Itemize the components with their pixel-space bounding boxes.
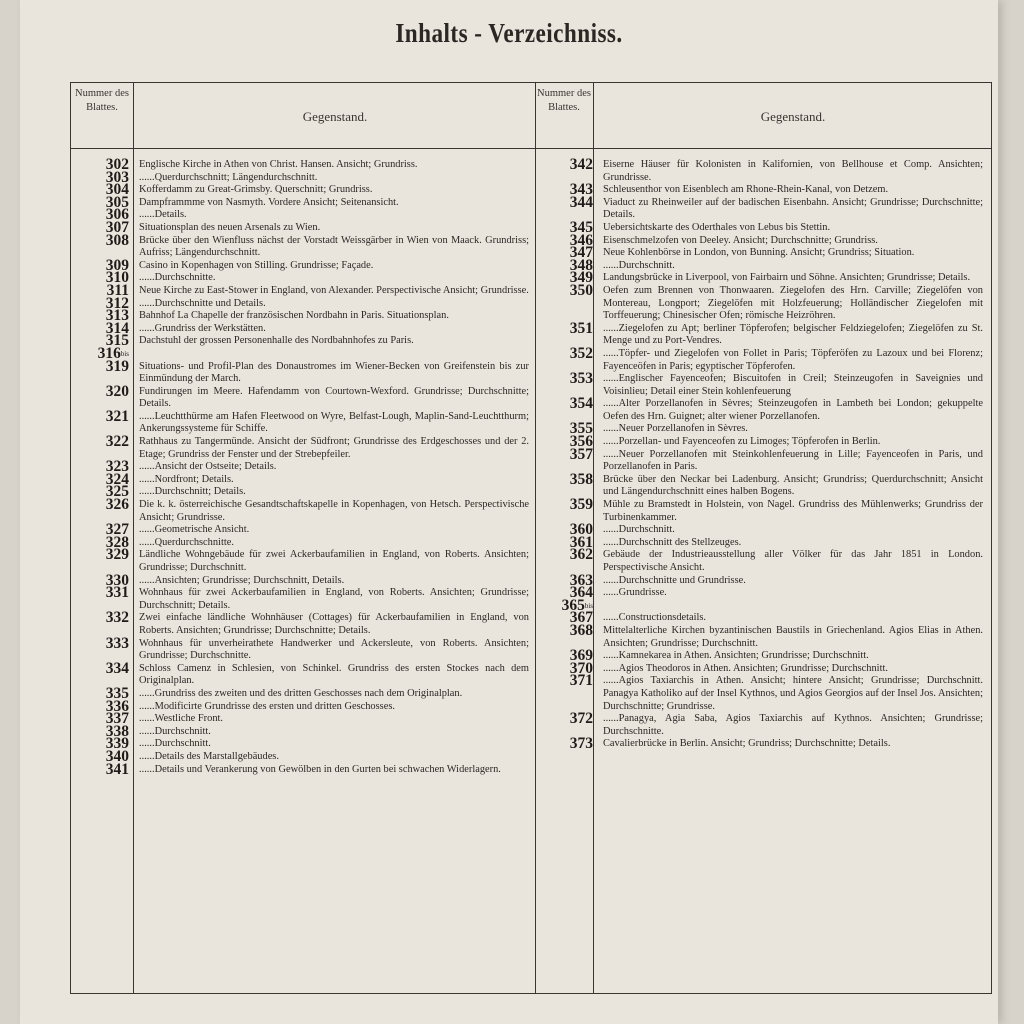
entry-row bbox=[537, 433, 983, 451]
entry-subject: ......Querdurchschnitte. bbox=[139, 536, 234, 548]
plate-number: 303 bbox=[105, 168, 129, 186]
entry-subject: Bahnhof La Chapelle der französischen Nordbahn in Paris. Situationsplan. bbox=[139, 310, 449, 322]
plate-number: 350 bbox=[569, 281, 593, 299]
entry-row bbox=[71, 433, 529, 461]
entry-row bbox=[537, 546, 983, 574]
entry-row bbox=[71, 684, 529, 702]
entry-subject: Uebersichtskarte des Oderthales von Lebus bis Stettin. bbox=[603, 221, 831, 233]
plate-number: 354 bbox=[569, 395, 593, 413]
entry-row bbox=[71, 193, 529, 211]
plate-number: 349 bbox=[569, 269, 593, 287]
plate-number: 340 bbox=[105, 747, 129, 765]
entry-subject: Gebäude der Industrieausstellung aller Völker für das Jahr 1851 in London. Perspectivische Ansicht. bbox=[603, 549, 983, 573]
plate-number: 338 bbox=[105, 722, 129, 740]
entry-subject: Eisenschmelzofen von Deeley. Ansicht; Durchschnitte; Grundriss. bbox=[603, 234, 878, 246]
plate-number: $316^{bis}$ bbox=[97, 344, 129, 362]
entry-subject: ......Töpfer- und Ziegelofen von Follet in Paris; Töpferöfen zu Lazoux und bei Florenz; Fayenceöfen in Paris; egyptischer Töpferofen. bbox=[603, 347, 983, 372]
entry-subject: Viaduct zu Rheinweiler auf der badischen Eisenbahn. Ansicht; Grundrisse; Durchschnitte; Details. bbox=[603, 196, 983, 221]
entry-subject: Wohnhaus für zwei Ackerbaufamilien in England, von Roberts. Ansichten; Grundrisse; Durchschnitt; Details. bbox=[139, 587, 529, 611]
entry-row bbox=[71, 584, 529, 612]
entry-row bbox=[537, 281, 983, 323]
entry-row bbox=[71, 533, 529, 551]
entry-subject: Neue Kirche zu East-Stower in England, von Alexander. Perspectivische Ansicht; Grundrisse. bbox=[139, 284, 529, 296]
plate-number: 359 bbox=[569, 496, 593, 514]
entry-subject: ......Agios Taxiarchis in Athen. Ansicht; hintere Ansicht; Grundrisse; Durchschnitt. Panagya Katholiko auf der Insel Kythnos, und Agios Georgios auf der Insel Jos. Ansichten; Durchschnitte; Grundrisse. bbox=[603, 675, 983, 712]
entry-row bbox=[71, 470, 529, 488]
entry-subject: Eiserne Häuser für Kolonisten in Kalifornien, von Bellhouse et Comp. Ansichten; Grundrisse. bbox=[603, 159, 983, 183]
entry-subject: Wohnhaus für unverheirathete Handwerker und Ackersleute, von Roberts. Ansichten; Grundrisse; Durchschnitte. bbox=[139, 637, 529, 662]
plate-number: 348 bbox=[569, 256, 593, 274]
entry-subject: Landungsbrücke in Liverpool, von Fairbairn und Söhne. Ansichten; Grundrisse; Details. bbox=[603, 272, 971, 284]
entry-row bbox=[71, 634, 529, 663]
entry-row bbox=[537, 445, 983, 474]
plate-number: 336 bbox=[105, 697, 129, 715]
entry-row bbox=[537, 344, 983, 373]
entry-row bbox=[71, 332, 529, 350]
entry-row bbox=[537, 584, 983, 602]
plate-number: 310 bbox=[105, 269, 129, 287]
entry-subject: ......Durchschnitt. bbox=[603, 259, 675, 271]
plate-number: 304 bbox=[105, 181, 129, 199]
entry-row bbox=[71, 571, 529, 589]
entry-row bbox=[537, 621, 983, 650]
plate-number: 322 bbox=[105, 433, 129, 451]
entry-subject: ......Durchschnitte und Details. bbox=[139, 297, 266, 309]
entry-row bbox=[537, 735, 983, 753]
plate-number: 353 bbox=[569, 370, 593, 388]
entry-row bbox=[537, 156, 983, 184]
entry-subject: Situations- und Profil-Plan des Donaustromes im Wiener-Becken von Greifenstein bis zur Einmündung der March. bbox=[139, 360, 529, 385]
plate-number: 347 bbox=[569, 244, 593, 262]
plate-number: 312 bbox=[105, 294, 129, 312]
entry-subject: Mühle zu Bramstedt in Holstein, von Nagel. Grundriss des Mühlenwerks; Grundriss der Turbinenkammer. bbox=[603, 499, 983, 523]
entry-subject: ......Neuer Porzellanofen mit Steinkohlenfeuerung in Lille; Fayenceofen in Paris, und Porzellanofen in Paris. bbox=[603, 448, 983, 473]
entry-subject: ......Geometrische Ansicht. bbox=[139, 524, 250, 536]
plate-number: 346 bbox=[569, 231, 593, 249]
plate-number: 369 bbox=[569, 647, 593, 665]
plate-number: 330 bbox=[105, 571, 129, 589]
header-divider bbox=[71, 148, 991, 149]
plate-number: 324 bbox=[105, 470, 129, 488]
plate-number: 343 bbox=[569, 181, 593, 199]
entry-subject: Schloss Camenz in Schlesien, von Schinkel. Grundriss des ersten Stockes nach dem Originalplan. bbox=[139, 662, 529, 687]
entry-row bbox=[71, 156, 529, 173]
plate-number: 315 bbox=[105, 332, 129, 350]
entry-subject: ......Agios Theodoros in Athen. Ansichten; Grundrisse; Durchschnitt. bbox=[603, 662, 888, 674]
entry-row bbox=[71, 483, 529, 501]
book-page bbox=[20, 0, 998, 1024]
plate-number: 373 bbox=[569, 735, 593, 753]
plate-number: 358 bbox=[569, 470, 593, 488]
entry-row bbox=[71, 269, 529, 287]
header-subject-right: Gegenstand. bbox=[760, 109, 826, 124]
entry-row bbox=[71, 659, 529, 688]
plate-number: 327 bbox=[105, 521, 129, 539]
entry-subject: ......Details des Marstallgebäudes. bbox=[139, 750, 279, 762]
entry-row bbox=[71, 546, 529, 574]
entry-subject: ......Durchschnitt; Details. bbox=[139, 486, 246, 498]
plate-number: 325 bbox=[105, 483, 129, 501]
entry-subject: Die k. k. österreichische Gesandtschaftskapelle in Kopenhagen, von Hetsch. Perspectivische Ansicht; Grundrisse. bbox=[139, 499, 529, 523]
plate-number: 335 bbox=[105, 684, 129, 702]
entry-row bbox=[537, 244, 983, 262]
plate-number: 356 bbox=[569, 433, 593, 451]
plate-number: 323 bbox=[105, 458, 129, 476]
entry-row bbox=[537, 571, 983, 589]
entry-row bbox=[537, 647, 983, 665]
plate-number: 345 bbox=[569, 218, 593, 236]
entry-subject: Brücke über den Neckar bei Ladenburg. Ansicht; Grundriss; Querdurchschnitt; Ansicht und Längendurchschnitt eines halben Bogens. bbox=[603, 473, 983, 498]
entry-row bbox=[537, 395, 983, 423]
entry-subject: ......Porzellan- und Fayenceofen zu Limoges; Töpferofen in Berlin. bbox=[603, 436, 881, 448]
entry-row bbox=[537, 659, 983, 677]
entry-subject: ......Nordfront; Details. bbox=[139, 473, 234, 485]
entry-subject: ......Querdurchschnitt; Längendurchschnitt. bbox=[139, 171, 318, 183]
right-entries bbox=[537, 156, 983, 753]
entry-row bbox=[537, 218, 983, 236]
entry-subject: Oefen zum Brennen von Thonwaaren. Ziegelofen des Hrn. Carville; Ziegelöfen von Montereau, Longport; Ziegelöfen mit Holzfeuerung; Holländischer Ziegelofen mit Torffeuerung; Chinesischer Ofen; römische Heizröhren. bbox=[603, 284, 983, 322]
entry-row bbox=[537, 596, 983, 614]
column-divider bbox=[535, 83, 536, 993]
plate-number: 311 bbox=[106, 281, 129, 299]
entry-row bbox=[71, 181, 529, 199]
entry-subject: Situationsplan des neuen Arsenals zu Wien. bbox=[139, 221, 321, 233]
plate-number: 339 bbox=[105, 735, 129, 753]
entry-subject: Cavalierbrücke in Berlin. Ansicht; Grundriss; Durchschnitte; Details. bbox=[603, 738, 891, 750]
plate-number-suffix: bis bbox=[120, 349, 129, 358]
entry-row bbox=[71, 168, 529, 186]
entry-row bbox=[71, 256, 529, 274]
plate-number: 309 bbox=[105, 256, 129, 274]
entry-subject: ......Westliche Front. bbox=[139, 713, 224, 725]
contents-table bbox=[70, 82, 992, 994]
entry-row bbox=[537, 370, 983, 398]
entry-row bbox=[537, 521, 983, 539]
entry-subject: Schleusenthor von Eisenblech am Rhone-Rhein-Kanal, von Detzem. bbox=[603, 184, 889, 196]
plate-number: 313 bbox=[105, 307, 129, 325]
entry-row bbox=[537, 710, 983, 738]
plate-number: 328 bbox=[105, 533, 129, 551]
entry-row bbox=[71, 458, 529, 476]
entry-row bbox=[71, 319, 529, 337]
entry-row bbox=[71, 344, 529, 362]
entry-subject: ......Durchschnitt des Stellzeuges. bbox=[603, 536, 742, 548]
entry-subject: Mittelalterliche Kirchen byzantinischen Baustils in Griechenland. Agios Elias in Athen. Ansichten; Grundrisse; Durchschnitt. bbox=[603, 624, 983, 649]
entry-row bbox=[537, 319, 983, 348]
plate-number: 320 bbox=[105, 382, 129, 400]
plate-number: 326 bbox=[105, 496, 129, 514]
plate-number-suffix: bis bbox=[584, 601, 593, 610]
plate-number: 355 bbox=[569, 420, 593, 438]
plate-number: 334 bbox=[105, 659, 129, 677]
plate-number: 351 bbox=[569, 319, 593, 337]
plate-number: 314 bbox=[105, 319, 129, 337]
entry-row bbox=[537, 269, 983, 287]
plate-number: 319 bbox=[105, 357, 129, 375]
entry-row bbox=[71, 382, 529, 411]
plate-number: 344 bbox=[569, 193, 593, 211]
plate-number: 307 bbox=[105, 218, 129, 236]
entry-row bbox=[71, 281, 529, 299]
plate-number: 371 bbox=[569, 672, 593, 690]
entry-row bbox=[71, 609, 529, 637]
entry-subject: ......Durchschnitte und Grundrisse. bbox=[603, 574, 746, 586]
entry-row bbox=[71, 307, 529, 325]
plate-number: 362 bbox=[569, 546, 593, 564]
plate-number: 305 bbox=[105, 193, 129, 211]
entry-subject: ......Kamnekarea in Athen. Ansichten; Grundrisse; Durchschnitt. bbox=[603, 650, 869, 662]
header-subject-left: Gegenstand. bbox=[302, 109, 368, 124]
plate-number: 364 bbox=[569, 584, 593, 602]
entry-subject: ......Grundriss der Werkstätten. bbox=[139, 322, 266, 334]
header-number-left: Nummer des Blattes. bbox=[75, 88, 129, 113]
entry-subject: Casino in Kopenhagen von Stilling. Grundrisse; Façade. bbox=[139, 259, 374, 271]
entry-subject: ......Grundriss des zweiten und des dritten Geschosses nach dem Originalplan. bbox=[139, 687, 463, 699]
entry-row bbox=[71, 710, 529, 728]
plate-number: 332 bbox=[105, 609, 129, 627]
entry-subject: ......Details und Verankerung von Gewölben in den Gurten bei schwachen Widerlagern. bbox=[139, 763, 501, 775]
entry-subject: Dachstuhl der grossen Personenhalle des Nordbahnhofes zu Paris. bbox=[139, 335, 414, 347]
entry-subject: ......Englischer Fayenceofen; Biscuitofen in Creil; Steinzeugofen in Saveignies und Voisinlieu; Detail einer Stein kohlenfeuerung bbox=[603, 373, 983, 397]
plate-number: 370 bbox=[569, 659, 593, 677]
entry-subject: ......Durchschnitt. bbox=[139, 725, 211, 737]
entry-subject: Rathhaus zu Tangermünde. Ansicht der Südfront; Grundrisse des Erdgeschosses und der 2. Etage; Grundriss der Fenster und der Strebepfeiler. bbox=[139, 436, 529, 460]
entry-row bbox=[71, 760, 529, 778]
entry-subject: ......Durchschnitt. bbox=[603, 524, 675, 536]
entry-subject: Zwei einfache ländliche Wohnhäuser (Cottages) für Ackerbaufamilien in England, von Roberts. Ansichten; Grundrisse; Durchschnitte; Details. bbox=[139, 612, 529, 636]
plate-number: 363 bbox=[569, 571, 593, 589]
entry-row bbox=[71, 357, 529, 386]
entry-subject: ......Panagya, Agia Saba, Agios Taxiarchis auf Kythnos. Ansichten; Grundrisse; Durchschnitte. bbox=[603, 713, 983, 737]
entry-row bbox=[71, 521, 529, 539]
entry-subject: ......Leuchtthürme am Hafen Fleetwood on Wyre, Belfast-Lough, Maplin-Sand-Leuchtthurm; Ankerungssysteme für Schiffe. bbox=[139, 410, 529, 435]
entry-row bbox=[71, 496, 529, 524]
entry-row bbox=[71, 722, 529, 740]
entry-row bbox=[71, 218, 529, 236]
entry-row bbox=[537, 420, 983, 438]
entry-subject: ......Constructionsdetails. bbox=[603, 612, 707, 624]
entry-row bbox=[537, 609, 983, 627]
plate-number: 306 bbox=[105, 206, 129, 224]
entry-subject: Englische Kirche in Athen von Christ. Hansen. Ansicht; Grundriss. bbox=[139, 159, 418, 170]
plate-number: 308 bbox=[105, 231, 129, 249]
entry-subject: Dampframmme von Nasmyth. Vordere Ansicht; Seitenansicht. bbox=[139, 196, 399, 208]
plate-number: 368 bbox=[569, 621, 593, 639]
header-number-right: Nummer des Blattes. bbox=[537, 88, 591, 113]
entry-subject: ......Details. bbox=[139, 209, 187, 221]
entry-row bbox=[71, 407, 529, 436]
plate-number: 352 bbox=[569, 344, 593, 362]
entry-subject: Fundirungen im Meere. Hafendamm von Courtown-Wexford. Grundrisse; Durchschnitte; Details. bbox=[139, 385, 529, 410]
entry-row bbox=[537, 231, 983, 249]
plate-number: 331 bbox=[105, 584, 129, 602]
plate-number: 361 bbox=[569, 533, 593, 551]
entry-subject: ......Ansicht der Ostseite; Details. bbox=[139, 461, 277, 473]
left-entries bbox=[71, 156, 529, 778]
entry-subject: ......Grundrisse. bbox=[603, 587, 667, 599]
entry-subject: ......Alter Porzellanofen in Sèvres; Steinzeugofen in Lambeth bei London; gekuppelte Oefen des Hrn. Guignet; alter wiener Porzellanofen. bbox=[603, 398, 983, 422]
entry-row bbox=[537, 533, 983, 551]
entry-row bbox=[537, 470, 983, 499]
entry-subject: ......Ziegelofen zu Apt; berliner Töpferofen; belgischer Feldziegelofen; Ziegelöfen zu St. Menge und zu Port-Vendres. bbox=[603, 322, 983, 347]
plate-number: 337 bbox=[105, 710, 129, 728]
entry-subject: Ländliche Wohngebäude für zwei Ackerbaufamilien in England, von Roberts. Ansichten; Grundrisse; Durchschnitt. bbox=[139, 549, 529, 573]
entry-subject: ......Durchschnitt. bbox=[139, 738, 211, 750]
plate-number: 333 bbox=[105, 634, 129, 652]
page-title: Inhalts - Verzeichniss. bbox=[395, 18, 623, 48]
entry-subject: Brücke über den Wienfluss nächst der Vorstadt Weissgärber in Wien von Maack. Grundriss; Aufriss; Längendurchschnitt. bbox=[139, 234, 529, 259]
entry-row bbox=[537, 496, 983, 524]
plate-number: 302 bbox=[105, 156, 129, 173]
plate-number: 360 bbox=[569, 521, 593, 539]
plate-number: 329 bbox=[105, 546, 129, 564]
entry-row bbox=[71, 747, 529, 765]
entry-subject: ......Modificirte Grundrisse des ersten und dritten Geschosses. bbox=[139, 700, 395, 712]
plate-number: 372 bbox=[569, 710, 593, 728]
entry-subject: Kofferdamm zu Great-Grimsby. Querschnitt; Grundriss. bbox=[139, 184, 373, 196]
entry-row bbox=[537, 672, 983, 713]
plate-number: 357 bbox=[569, 445, 593, 463]
entry-row bbox=[71, 231, 529, 260]
entry-row bbox=[71, 206, 529, 224]
entry-row bbox=[71, 294, 529, 312]
entry-subject: ......Ansichten; Grundrisse; Durchschnitt, Details. bbox=[139, 574, 345, 586]
entry-subject: Neue Kohlenbörse in London, von Bunning. Ansicht; Grundriss; Situation. bbox=[603, 247, 915, 259]
entry-row bbox=[537, 193, 983, 222]
plate-number: 367 bbox=[569, 609, 593, 627]
plate-number: 341 bbox=[105, 760, 129, 778]
entry-row bbox=[71, 697, 529, 715]
plate-number: 321 bbox=[105, 407, 129, 425]
plate-number: 342 bbox=[569, 156, 593, 173]
entry-row bbox=[537, 256, 983, 274]
entry-subject: ......Neuer Porzellanofen in Sèvres. bbox=[603, 423, 748, 435]
plate-number: $365^{bis}$ bbox=[561, 596, 593, 614]
entry-row bbox=[537, 181, 983, 199]
entry-subject: ......Durchschnitte. bbox=[139, 272, 216, 284]
entry-row bbox=[71, 735, 529, 753]
